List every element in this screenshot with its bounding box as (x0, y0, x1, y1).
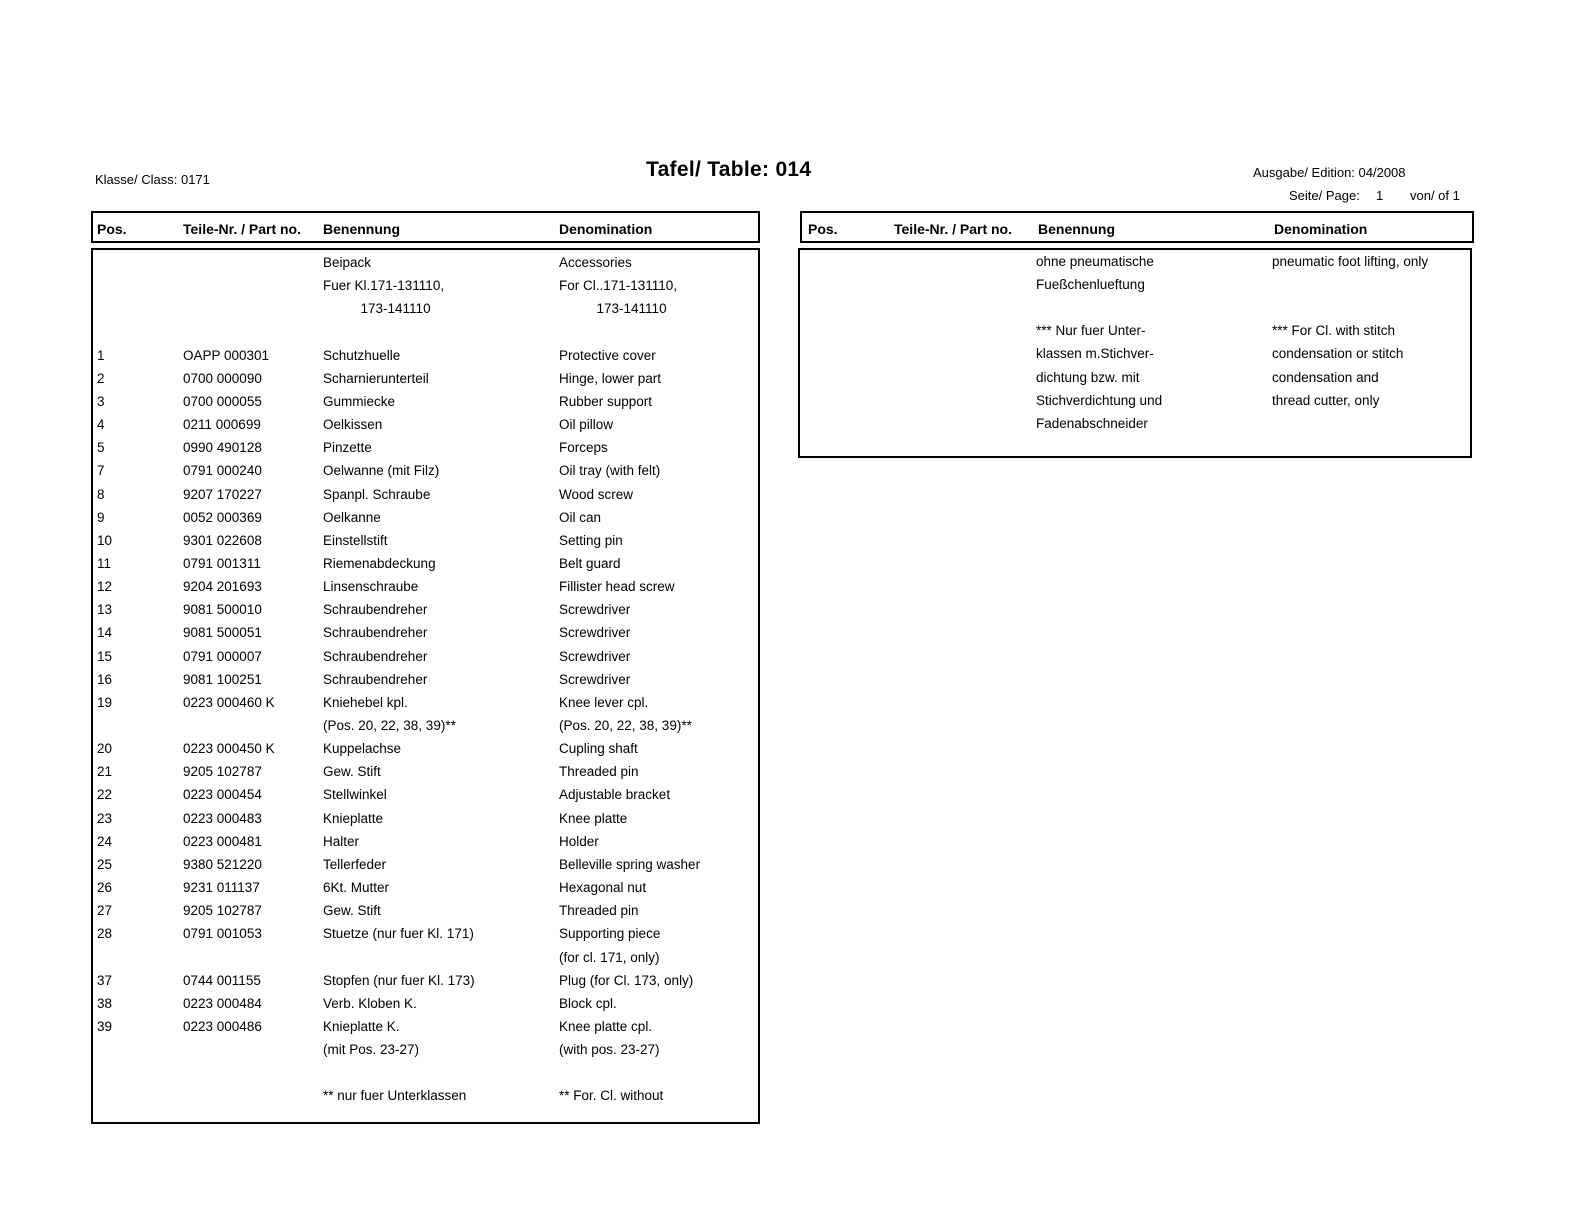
benennung-cell: ohne pneumatische (1036, 254, 1154, 269)
denomination-cell: Screwdriver (559, 648, 631, 664)
column-header-part-no: Teile-Nr. / Part no. (183, 221, 301, 237)
pos-cell: 7 (97, 463, 105, 479)
pos-cell: 23 (97, 810, 113, 826)
benennung-cell: Oelkissen (323, 417, 383, 433)
part-number-cell: 9081 100251 (183, 671, 262, 687)
left-parts-table (91, 248, 760, 1124)
column-header-benennung: Benennung (323, 221, 400, 237)
table-row (93, 901, 758, 924)
benennung-cell: Schraubendreher (323, 671, 428, 687)
part-number-cell: 9205 102787 (183, 903, 262, 919)
column-header-benennung: Benennung (1038, 221, 1115, 237)
benennung-cell: Fuer Kl.171-131110, (323, 278, 445, 294)
benennung-cell: *** Nur fuer Unter- (1036, 323, 1146, 339)
benennung-cell: Riemenabdeckung (323, 555, 436, 571)
benennung-cell: (Pos. 20, 22, 38, 39)** (323, 718, 456, 733)
table-row (93, 647, 758, 670)
table-row (93, 299, 758, 322)
denomination-cell: Hexagonal nut (559, 880, 647, 896)
table-row (800, 414, 1470, 437)
benennung-cell: Linsenschraube (323, 579, 419, 595)
table-row (93, 1086, 758, 1109)
pos-cell: 11 (97, 555, 112, 571)
pos-cell: 20 (97, 741, 113, 757)
table-row (93, 1063, 758, 1086)
table-row (93, 438, 758, 461)
benennung-cell: Stellwinkel (323, 787, 387, 803)
part-number-cell: 9380 521220 (183, 856, 262, 872)
benennung-cell: Gummiecke (323, 393, 396, 409)
table-row (93, 994, 758, 1017)
benennung-cell: dichtung bzw. mit (1036, 369, 1140, 385)
table-row (93, 253, 758, 276)
denomination-cell: Block cpl. (559, 995, 617, 1011)
part-number-cell: 9081 500051 (183, 625, 262, 641)
part-number-cell: 0052 000369 (183, 509, 262, 525)
pos-cell: 25 (97, 856, 113, 872)
table-row (93, 623, 758, 646)
pos-cell: 27 (97, 903, 113, 919)
denomination-cell: Cupling shaft (559, 741, 638, 757)
pos-cell: 22 (97, 787, 113, 803)
table-row (800, 368, 1470, 391)
part-number-cell: 0791 001311 (183, 555, 261, 571)
benennung-cell: Stichverdichtung und (1036, 392, 1163, 408)
denomination-cell: Belt guard (559, 555, 621, 571)
table-row (93, 785, 758, 808)
table-row (93, 1040, 758, 1063)
part-number-cell: 9301 022608 (183, 532, 262, 548)
part-number-cell: 0223 000460 K (183, 694, 275, 710)
table-row (93, 554, 758, 577)
table-row (93, 762, 758, 785)
denomination-cell: Forceps (559, 440, 608, 456)
denomination-cell: Oil tray (with felt) (559, 463, 661, 479)
benennung-cell: Einstellstift (323, 532, 388, 548)
pos-cell: 14 (97, 625, 113, 641)
benennung-cell: Schutzhuelle (323, 347, 401, 363)
pos-cell: 8 (97, 486, 105, 502)
denomination-cell: Plug (for Cl. 173, only) (559, 972, 694, 988)
right-table-header (800, 211, 1474, 243)
denomination-cell: Screwdriver (559, 625, 631, 641)
denomination-cell: Knee platte cpl. (559, 1018, 653, 1034)
column-header-pos: Pos. (808, 221, 838, 237)
table-row (93, 392, 758, 415)
part-number-cell: 0791 001053 (183, 926, 262, 942)
benennung-cell: Stopfen (nur fuer Kl. 173) (323, 972, 475, 988)
part-number-cell: 0223 000486 (183, 1018, 262, 1034)
part-number-cell: 0791 000240 (183, 463, 262, 479)
denomination-cell: Supporting piece (559, 926, 661, 942)
denomination-cell: (for cl. 171, only) (559, 949, 660, 965)
pos-cell: 1 (97, 347, 105, 363)
denomination-cell: Threaded pin (559, 764, 639, 780)
part-number-cell: 9205 102787 (183, 764, 262, 780)
benennung-cell: Spanpl. Schraube (323, 486, 431, 502)
page-number: 1 (1376, 188, 1384, 203)
denomination-cell: Threaded pin (559, 903, 639, 919)
benennung-cell: 173-141110 (323, 301, 431, 317)
benennung-cell: ** nur fuer Unterklassen (323, 1088, 467, 1104)
denomination-cell: 173-141110 (559, 301, 667, 317)
table-row (93, 948, 758, 971)
part-number-cell: 0990 490128 (183, 440, 262, 456)
page-of-label: von/ of 1 (1410, 188, 1460, 203)
benennung-cell: Knieplatte (323, 810, 384, 826)
pos-cell: 28 (97, 926, 113, 942)
denomination-cell: (Pos. 20, 22, 38, 39)** (559, 718, 692, 733)
part-number-cell: 0700 000090 (183, 370, 262, 386)
benennung-cell: Kuppelachse (323, 741, 402, 757)
column-header-denomination: Denomination (559, 221, 653, 237)
benennung-cell: Gew. Stift (323, 764, 381, 780)
table-row (93, 276, 758, 299)
benennung-cell: klassen m.Stichver- (1036, 346, 1154, 362)
benennung-cell: (mit Pos. 23-27) (323, 1042, 420, 1058)
pos-cell: 24 (97, 833, 113, 849)
denomination-cell: Oil can (559, 509, 602, 525)
benennung-cell: Schraubendreher (323, 602, 428, 618)
part-number-cell: 9081 500010 (183, 602, 262, 618)
part-number-cell: 0223 000481 (183, 833, 262, 849)
table-row (93, 369, 758, 392)
denomination-cell: Hinge, lower part (559, 370, 662, 386)
pos-cell: 13 (97, 602, 113, 618)
class-label: Klasse/ Class: 0171 (95, 172, 210, 187)
table-row (93, 1017, 758, 1040)
denomination-cell: Knee lever cpl. (559, 694, 649, 710)
table-row (93, 878, 758, 901)
table-row (93, 971, 758, 994)
benennung-cell: Fadenabschneider (1036, 415, 1148, 431)
benennung-cell: Verb. Kloben K. (323, 995, 417, 1011)
edition-label: Ausgabe/ Edition: 04/2008 (1253, 165, 1406, 180)
pos-cell: 26 (97, 880, 113, 896)
benennung-cell: Schraubendreher (323, 648, 428, 664)
table-row (93, 577, 758, 600)
table-row (800, 321, 1470, 344)
part-number-cell: OAPP 000301 (183, 347, 270, 363)
denomination-cell: Holder (559, 833, 599, 849)
column-header-pos: Pos. (97, 221, 127, 237)
table-row (93, 739, 758, 762)
table-row (93, 924, 758, 947)
table-row (800, 391, 1470, 414)
denomination-cell: For Cl..171-131110, (559, 278, 678, 294)
denomination-cell: Oil pillow (559, 417, 614, 433)
table-row (800, 252, 1470, 275)
table-row (93, 322, 758, 345)
denomination-cell: (with pos. 23-27) (559, 1042, 660, 1058)
table-row (93, 832, 758, 855)
part-number-cell: 0223 000484 (183, 995, 262, 1011)
pos-cell: 9 (97, 509, 105, 525)
table-row (93, 461, 758, 484)
pos-cell: 16 (97, 671, 113, 687)
left-table-header (91, 211, 760, 243)
pos-cell: 19 (97, 694, 113, 710)
denomination-cell: Screwdriver (559, 671, 631, 687)
part-number-cell: 9204 201693 (183, 579, 262, 595)
denomination-cell: Adjustable bracket (559, 787, 671, 803)
denomination-cell: Knee platte (559, 810, 628, 826)
pos-cell: 5 (97, 440, 105, 456)
pos-cell: 10 (97, 532, 113, 548)
part-number-cell: 0700 000055 (183, 393, 262, 409)
denomination-cell: Setting pin (559, 532, 623, 548)
denomination-cell: Screwdriver (559, 602, 631, 618)
pos-cell: 39 (97, 1018, 113, 1034)
table-row (93, 600, 758, 623)
benennung-cell: Oelkanne (323, 509, 381, 525)
denomination-cell: Accessories (559, 255, 632, 270)
table-row (93, 346, 758, 369)
benennung-cell: Tellerfeder (323, 856, 387, 872)
denomination-cell: ** For. Cl. without (559, 1088, 664, 1104)
pos-cell: 15 (97, 648, 113, 664)
part-number-cell: 0223 000450 K (183, 741, 275, 757)
column-header-denomination: Denomination (1274, 221, 1368, 237)
part-number-cell: 9231 011137 (183, 880, 260, 896)
table-row (800, 344, 1470, 367)
table-row (93, 415, 758, 438)
part-number-cell: 0744 001155 (183, 972, 261, 988)
table-row (93, 508, 758, 531)
denomination-cell: Protective cover (559, 347, 656, 363)
pos-cell: 3 (97, 393, 105, 409)
table-row (93, 531, 758, 554)
benennung-cell: Kniehebel kpl. (323, 694, 408, 710)
denomination-cell: Fillister head screw (559, 579, 675, 595)
pos-cell: 2 (97, 370, 105, 386)
part-number-cell: 9207 170227 (183, 486, 262, 502)
denomination-cell: *** For Cl. with stitch (1272, 323, 1396, 339)
denomination-cell: Belleville spring washer (559, 856, 701, 872)
page-label: Seite/ Page: (1289, 188, 1360, 203)
benennung-cell: Stuetze (nur fuer Kl. 171) (323, 926, 474, 942)
table-row (93, 670, 758, 693)
denomination-cell: Wood screw (559, 486, 634, 502)
denomination-cell: thread cutter, only (1272, 392, 1380, 408)
part-number-cell: 0223 000483 (183, 810, 262, 826)
table-row (800, 275, 1470, 298)
table-row (93, 716, 758, 739)
benennung-cell: Fueßchenlueftung (1036, 277, 1145, 293)
table-row (800, 298, 1470, 321)
table-row (93, 855, 758, 878)
benennung-cell: Gew. Stift (323, 903, 381, 919)
part-number-cell: 0223 000454 (183, 787, 262, 803)
part-number-cell: 0791 000007 (183, 648, 262, 664)
benennung-cell: 6Kt. Mutter (323, 880, 390, 896)
pos-cell: 38 (97, 995, 113, 1011)
table-row (93, 809, 758, 832)
benennung-cell: Halter (323, 833, 360, 849)
denomination-cell: condensation or stitch (1272, 346, 1404, 362)
table-row (93, 693, 758, 716)
denomination-cell: pneumatic foot lifting, only (1272, 254, 1429, 269)
right-notes-table (798, 248, 1472, 458)
pos-cell: 21 (97, 764, 113, 780)
part-number-cell: 0211 000699 (183, 417, 261, 433)
pos-cell: 12 (97, 579, 113, 595)
benennung-cell: Knieplatte K. (323, 1018, 400, 1034)
table-row (93, 485, 758, 508)
benennung-cell: Pinzette (323, 440, 372, 456)
column-header-part-no: Teile-Nr. / Part no. (894, 221, 1012, 237)
benennung-cell: Oelwanne (mit Filz) (323, 463, 440, 479)
page-title: Tafel/ Table: 014 (646, 158, 812, 181)
benennung-cell: Scharnierunterteil (323, 370, 429, 386)
denomination-cell: condensation and (1272, 369, 1379, 385)
pos-cell: 37 (97, 972, 113, 988)
benennung-cell: Schraubendreher (323, 625, 428, 641)
pos-cell: 4 (97, 417, 105, 433)
denomination-cell: Rubber support (559, 393, 653, 409)
benennung-cell: Beipack (323, 255, 372, 270)
